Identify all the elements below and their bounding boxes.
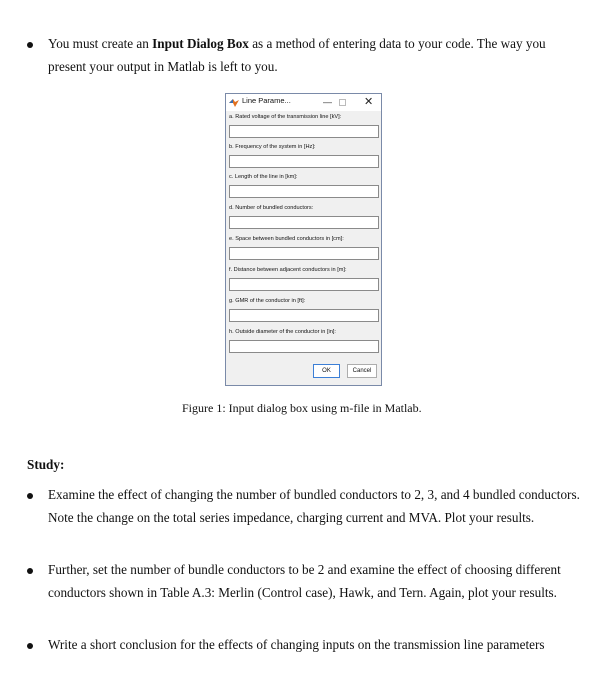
field-label-gmr: g. GMR of the conductor in [ft]: — [229, 298, 306, 304]
phase-distance-input[interactable] — [229, 278, 379, 291]
bullet-icon — [27, 643, 33, 649]
rated-voltage-input[interactable] — [229, 125, 379, 138]
study-item-line-1: Write a short conclusion for the effects of changing inputs on the transmission line parameters — [48, 637, 545, 652]
field-label-outside-diameter: h. Outside diameter of the conductor in [in]: — [229, 329, 336, 335]
frequency-input[interactable] — [229, 155, 379, 168]
field-label-rated-voltage: a. Rated voltage of the transmission line [kV]: — [229, 114, 342, 120]
figure-caption: Figure 1: Input dialog box using m-file in Matlab. — [182, 401, 422, 415]
intro-bold-term: Input Dialog Box — [152, 36, 249, 51]
length-input[interactable] — [229, 185, 379, 198]
bullet-icon — [27, 568, 33, 574]
study-item — [48, 483, 580, 529]
bundle-spacing-input[interactable] — [229, 247, 379, 260]
field-label-bundle-spacing: e. Space between bundled conductors in [cm]: — [229, 236, 344, 242]
dialog-title: Line Parame... — [242, 96, 291, 105]
intro-line-1: You must create an Input Dialog Box as a method of entering data to your code. The way you — [48, 36, 546, 51]
field-label-frequency: b. Frequency of the system in [Hz]: — [229, 144, 316, 150]
study-item-line-1: Examine the effect of changing the number of bundled conductors to 2, 3, and 4 bundled conductors. — [48, 487, 580, 502]
gmr-input[interactable] — [229, 309, 379, 322]
matlab-icon — [229, 97, 239, 107]
study-item-line-2: Note the change on the total series impedance, charging current and MVA. Plot your results. — [48, 510, 535, 525]
minimize-icon[interactable]: — — [323, 97, 332, 107]
bullet-icon — [27, 42, 33, 48]
study-item-line-1: Further, set the number of bundle conductors to be 2 and examine the effect of choosing different — [48, 562, 561, 577]
field-label-phase-distance: f. Distance between adjacent conductors in [m]: — [229, 267, 347, 273]
field-label-bundled-count: d. Number of bundled conductors: — [229, 205, 314, 211]
cancel-button[interactable]: Cancel — [347, 364, 377, 378]
dialog-titlebar[interactable] — [226, 94, 381, 111]
study-item — [48, 558, 561, 604]
outside-diameter-input[interactable] — [229, 340, 379, 353]
bundled-count-input[interactable] — [229, 216, 379, 229]
ok-button[interactable]: OK — [313, 364, 340, 378]
bullet-icon — [27, 493, 33, 499]
close-icon[interactable]: ✕ — [364, 96, 374, 108]
study-item — [48, 633, 545, 656]
intro-paragraph — [48, 32, 546, 78]
study-heading: Study: — [27, 457, 65, 472]
study-item-line-2: conductors shown in Table A.3: Merlin (Control case), Hawk, and Tern. Again, plot your results. — [48, 585, 557, 600]
intro-line-2: present your output in Matlab is left to you. — [48, 59, 278, 74]
maximize-icon[interactable] — [339, 99, 346, 106]
field-label-length: c. Length of the line in [km]: — [229, 174, 298, 180]
input-dialog — [225, 93, 382, 386]
